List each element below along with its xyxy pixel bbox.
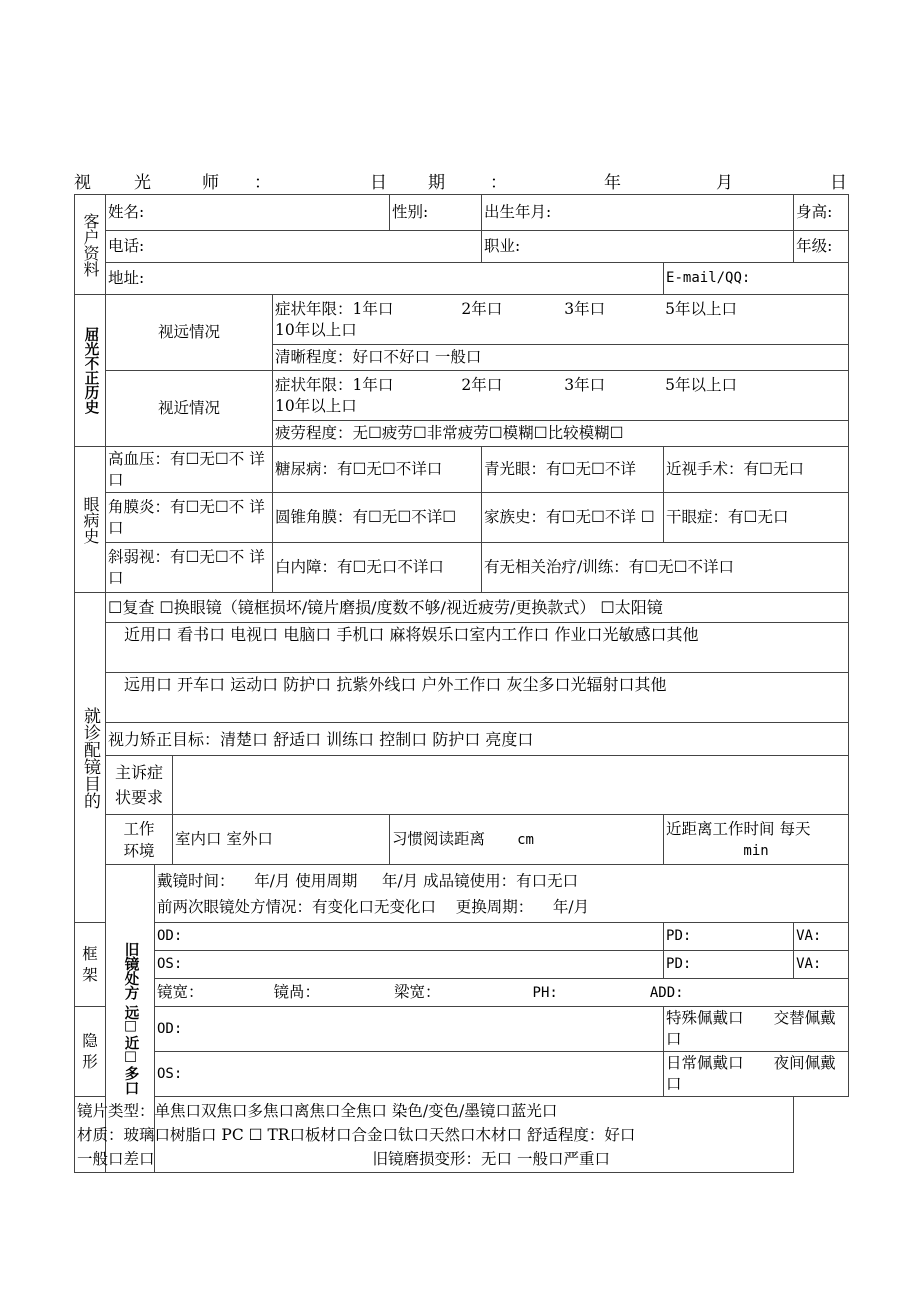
email-field[interactable]: E-mail/QQ:	[664, 263, 849, 295]
near-work-time-field[interactable]	[664, 815, 849, 865]
optometrist-label-c3: 师	[202, 173, 219, 193]
year-label: 年	[604, 173, 621, 193]
height-field[interactable]: 身高:	[794, 195, 849, 231]
treatment-field[interactable]: 有无相关治疗/训练：有☐无☐不详口	[482, 543, 849, 593]
contact-wear-row2[interactable]	[664, 1052, 849, 1097]
near-years-10[interactable]: 10年以上口	[275, 396, 357, 415]
complaint-label: 主诉症状要求	[106, 756, 173, 815]
eye-history-section-label: 眼病史	[75, 447, 106, 593]
contact-od-field[interactable]: OD:	[155, 1007, 664, 1052]
visit-purpose-line1[interactable]: ☐复查 ☐换眼镜（镜框损坏/镜片磨损/度数不够/视近疲劳/更换款式） ☐太阳镜	[106, 593, 849, 623]
near-fatigue[interactable]: 疲劳程度：无☐疲劳☐非常疲劳☐模糊☐比较模糊☐	[273, 421, 849, 447]
address-field[interactable]: 地址:	[106, 263, 664, 295]
correction-goal-line[interactable]: 视力矫正目标：清楚口 舒适口 训练口 控制口 防护口 亮度口	[106, 723, 849, 756]
special-wear-option[interactable]: 特殊佩戴口	[666, 1009, 744, 1027]
far-clarity[interactable]: 清晰程度：好口不好口 一般口	[273, 345, 849, 371]
keratitis-field[interactable]: 角膜炎：有☐无☐不 详口	[106, 493, 273, 543]
frame-pd-od-field[interactable]: PD:	[664, 923, 794, 951]
daily-wear-option[interactable]: 日常佩戴口	[666, 1054, 744, 1072]
near-years-5[interactable]: 5年以上口	[665, 375, 737, 394]
work-env-label: 工作环境	[106, 815, 173, 865]
frame-measure-row[interactable]	[155, 979, 849, 1007]
form-header	[74, 168, 848, 194]
contact-os-field[interactable]: OS:	[155, 1052, 664, 1097]
amblyopia-field[interactable]: 斜弱视：有☐无☐不 详口	[106, 543, 273, 593]
month-label: 月	[716, 173, 733, 193]
family-history-field[interactable]: 家族史：有☐无☐不详 ☐	[482, 493, 664, 543]
reading-distance-field[interactable]	[390, 815, 664, 865]
bridge-height-field[interactable]: 镜咼：	[273, 982, 321, 1001]
alternate-wear-option[interactable]: 交替佩戴口	[666, 1009, 836, 1048]
wear-info[interactable]	[155, 865, 849, 923]
name-field[interactable]: 姓名:	[106, 195, 390, 231]
prev-rx-line[interactable]: 前两次眼镜处方情况：有变化口无变化口 更换周期： 年/月	[157, 897, 590, 916]
near-work-time-label: 近距离工作时间 每天	[666, 819, 811, 838]
old-rx-section-label: 旧镜处方 远☐近☐多口	[106, 865, 155, 1173]
far-years-10[interactable]: 10年以上口	[275, 320, 357, 339]
dry-eye-field[interactable]: 干眼症：有☐无口	[664, 493, 849, 543]
birth-field[interactable]: 出生年月:	[482, 195, 794, 231]
date-colon: ：	[490, 173, 507, 193]
contact-lens-label: 隐形	[75, 1007, 106, 1097]
frame-os-field[interactable]: OS:	[155, 951, 664, 979]
comfort-cont[interactable]: 一般口差口	[77, 1149, 155, 1168]
reading-distance-label: 习惯阅读距离	[392, 829, 486, 848]
add-field[interactable]: ADD:	[649, 984, 684, 1001]
near-years-3[interactable]: 3年口	[564, 375, 606, 394]
optometrist-label-c2: 光	[134, 173, 151, 193]
lens-width-field[interactable]: 镜宽：	[157, 982, 204, 1001]
old-lens-wear-line[interactable]: 旧镜磨损变形：无口 一般口严重口	[372, 1149, 610, 1168]
wear-time-line[interactable]: 戴镜时间： 年/月 使用周期 年/月 成品镜使用：有口无口	[157, 871, 579, 890]
far-years-row[interactable]	[273, 295, 849, 345]
phone-field[interactable]: 电话:	[106, 231, 482, 263]
far-years-2[interactable]: 2年口	[461, 299, 503, 318]
cataract-field[interactable]: 白内障：有☐无口不详口	[273, 543, 482, 593]
frame-od-field[interactable]: OD:	[155, 923, 664, 951]
frame-pd-os-field[interactable]: PD:	[664, 951, 794, 979]
keratoconus-field[interactable]: 圆锥角膜：有☐无☐不详☐	[273, 493, 482, 543]
night-wear-option[interactable]: 夜间佩戴口	[666, 1054, 836, 1093]
grade-field[interactable]: 年级:	[794, 231, 849, 263]
complaint-input[interactable]	[173, 756, 849, 815]
glaucoma-field[interactable]: 青光眼：有☐无☐不详	[482, 447, 664, 493]
date-label-c2: 期	[428, 173, 445, 193]
refraction-section-label: 屈光不正历史	[75, 295, 106, 447]
visit-section-label: 就诊配镜目的	[75, 593, 106, 923]
beam-width-field[interactable]: 梁宽：	[394, 982, 441, 1001]
reading-distance-unit: cm	[517, 831, 534, 848]
myopia-surgery-field[interactable]: 近视手术：有☐无口	[664, 447, 849, 493]
near-years-2[interactable]: 2年口	[461, 375, 503, 394]
date-label-c1: 日	[370, 173, 387, 193]
near-years-row[interactable]	[273, 371, 849, 421]
day-label: 日	[830, 173, 847, 193]
near-vision-label: 视近情况	[106, 371, 273, 447]
frame-va-od-field[interactable]: VA:	[794, 923, 849, 951]
lens-type-line[interactable]: 镜片类型：单焦口双焦口多焦口离焦口全焦口 染色/变色/墨镜口蓝光口	[77, 1101, 558, 1120]
optometry-form	[74, 194, 849, 1173]
far-years-3[interactable]: 3年口	[564, 299, 606, 318]
near-use-line[interactable]: 近用口 看书口 电视口 电脑口 手机口 麻将娱乐口室内工作口 作业口光敏感口其他	[106, 623, 849, 673]
far-use-line[interactable]: 远用口 开车口 运动口 防护口 抗紫外线口 户外工作口 灰尘多口光辐射口其他	[106, 673, 849, 723]
work-env-field[interactable]: 室内口 室外口	[173, 815, 390, 865]
near-work-time-unit: min	[743, 842, 769, 859]
diabetes-field[interactable]: 糖尿病：有☐无☐不详口	[273, 447, 482, 493]
optometrist-colon: ：	[254, 173, 271, 193]
optometrist-label-c1: 视	[74, 173, 91, 193]
lens-info[interactable]	[75, 1097, 794, 1173]
gender-field[interactable]: 性别:	[390, 195, 482, 231]
hypertension-field[interactable]: 高血压：有☐无☐不 详口	[106, 447, 273, 493]
frame-label: 框架	[75, 923, 106, 1007]
far-years-5[interactable]: 5年以上口	[665, 299, 737, 318]
job-field[interactable]: 职业:	[482, 231, 794, 263]
far-years-1[interactable]: 症状年限：1年口	[275, 299, 394, 318]
contact-wear-row1[interactable]	[664, 1007, 849, 1052]
material-line[interactable]: 材质：玻璃口树脂口 PC ☐ TR口板材口合金口钛口天然口木材口 舒适程度：好口	[77, 1125, 636, 1144]
near-years-1[interactable]: 症状年限：1年口	[275, 375, 394, 394]
frame-va-os-field[interactable]: VA:	[794, 951, 849, 979]
ph-field[interactable]: PH:	[532, 984, 558, 1001]
customer-section-label: 客户资料	[75, 195, 106, 295]
far-vision-label: 视远情况	[106, 295, 273, 371]
